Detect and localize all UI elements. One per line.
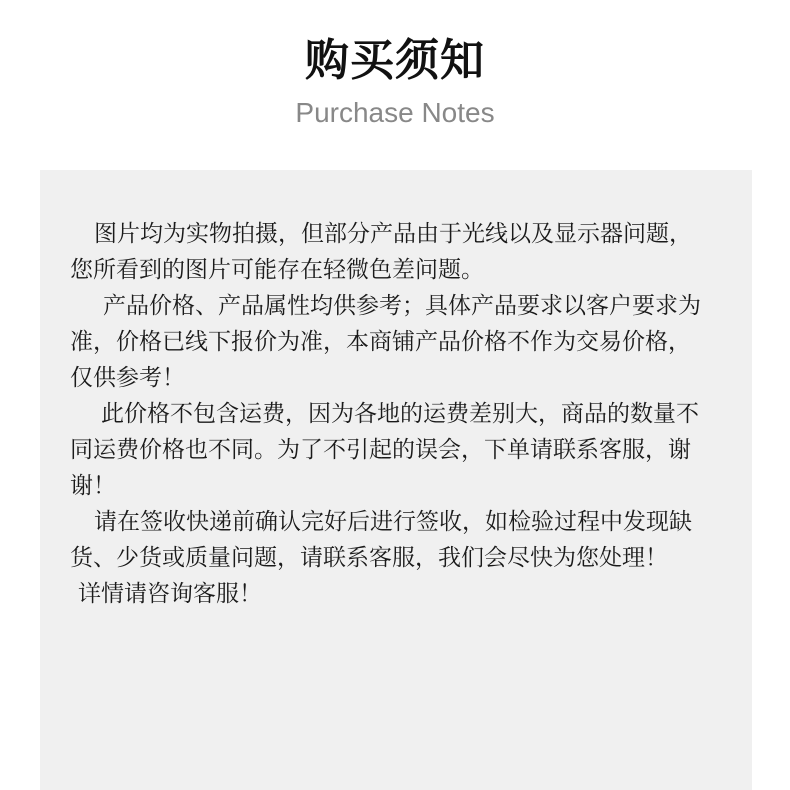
page-title: 购买须知 xyxy=(305,35,485,86)
notes-panel xyxy=(40,170,752,790)
note-paragraph: 图片均为实物拍摄，但部分产品由于光线以及显示器问题，您所看到的图片可能存在轻微色差问题。 xyxy=(70,221,692,283)
page-subtitle: Purchase Notes xyxy=(295,97,495,128)
note-paragraph: 请在签收快递前确认完好后进行签收，如检验过程中发现缺货、少货或质量问题，请联系客服，我们会尽快为您处理！ xyxy=(70,509,692,571)
note-paragraph: 详情请咨询客服！ xyxy=(78,581,262,607)
notes-list xyxy=(70,216,710,612)
note-paragraph: 产品价格、产品属性均供参考；具体产品要求以客户要求为准，价格已线下报价为准，本商铺产品价格不作为交易价格，仅供参考！ xyxy=(70,293,701,391)
note-paragraph: 此价格不包含运费，因为各地的运费差别大，商品的数量不同运费价格也不同。为了不引起的误会，下单请联系客服，谢谢！ xyxy=(70,401,699,499)
